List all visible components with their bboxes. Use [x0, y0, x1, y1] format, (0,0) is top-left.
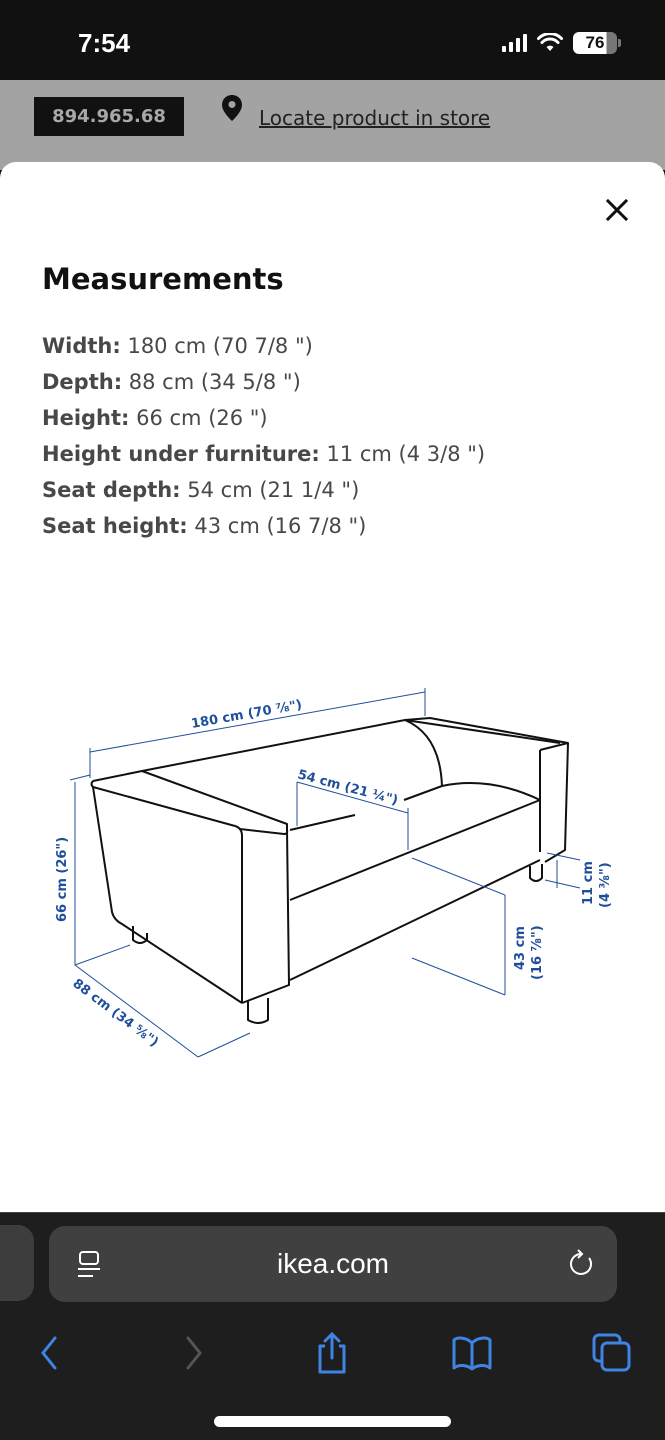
chevron-left-icon [39, 1336, 59, 1370]
bookmarks-button[interactable] [450, 1331, 494, 1375]
browser-toolbar [0, 1323, 665, 1383]
tabs-icon [592, 1333, 632, 1373]
measurement-seat-height: Seat height: 43 cm (16 7/8 ") [42, 514, 367, 538]
tabs-button[interactable] [590, 1331, 634, 1375]
seat-depth-label: 54 cm (21 ¼") [295, 767, 400, 809]
home-indicator[interactable] [214, 1416, 451, 1427]
back-button[interactable] [27, 1331, 71, 1375]
page-background [0, 80, 665, 170]
reload-icon[interactable] [567, 1248, 595, 1280]
sheet-title: Measurements [42, 262, 284, 296]
seat-height-in-label: (16 ⅞") [530, 925, 545, 980]
article-number: 894.965.68 [34, 97, 184, 136]
forward-button[interactable] [172, 1331, 216, 1375]
under-in-label: (4 ⅜") [598, 862, 613, 908]
measurement-seat-depth: Seat depth: 54 cm (21 1/4 ") [42, 478, 360, 502]
battery-level: 76 [573, 32, 617, 54]
width-label: 180 cm (70 ⅞") [190, 697, 304, 732]
location-pin-icon [221, 94, 243, 122]
status-icons [502, 32, 621, 54]
seat-height-cm-label: 43 cm [513, 926, 528, 970]
book-icon [451, 1335, 493, 1371]
measurement-height: Height: 66 cm (26 ") [42, 406, 268, 430]
status-time: 7:54 [78, 28, 131, 58]
signal-icon [502, 34, 527, 52]
height-label: 66 cm (26") [55, 836, 70, 922]
status-bar [0, 0, 665, 80]
sofa-dimension-diagram [40, 682, 640, 1082]
locate-product-link[interactable]: Locate product in store [259, 106, 491, 130]
url-text[interactable]: ikea.com [276, 1248, 390, 1279]
measurement-height-under: Height under furniture: 11 cm (4 3/8 ") [42, 442, 486, 466]
measurements-sheet [0, 162, 665, 1212]
wifi-icon [537, 33, 563, 53]
close-icon[interactable] [603, 196, 631, 224]
share-button[interactable] [310, 1331, 354, 1375]
previous-tab-peek[interactable] [0, 1225, 34, 1301]
measurement-depth: Depth: 88 cm (34 5/8 ") [42, 370, 301, 394]
under-cm-label: 11 cm [581, 861, 596, 905]
browser-bottom-bar [0, 1212, 665, 1440]
measurement-width: Width: 180 cm (70 7/8 ") [42, 334, 313, 358]
share-icon [315, 1332, 349, 1374]
address-bar[interactable] [49, 1226, 617, 1302]
battery-icon [573, 32, 621, 54]
depth-label: 88 cm (34 ⅝") [69, 976, 161, 1051]
measurements-list [42, 328, 485, 544]
chevron-right-icon [184, 1336, 204, 1370]
